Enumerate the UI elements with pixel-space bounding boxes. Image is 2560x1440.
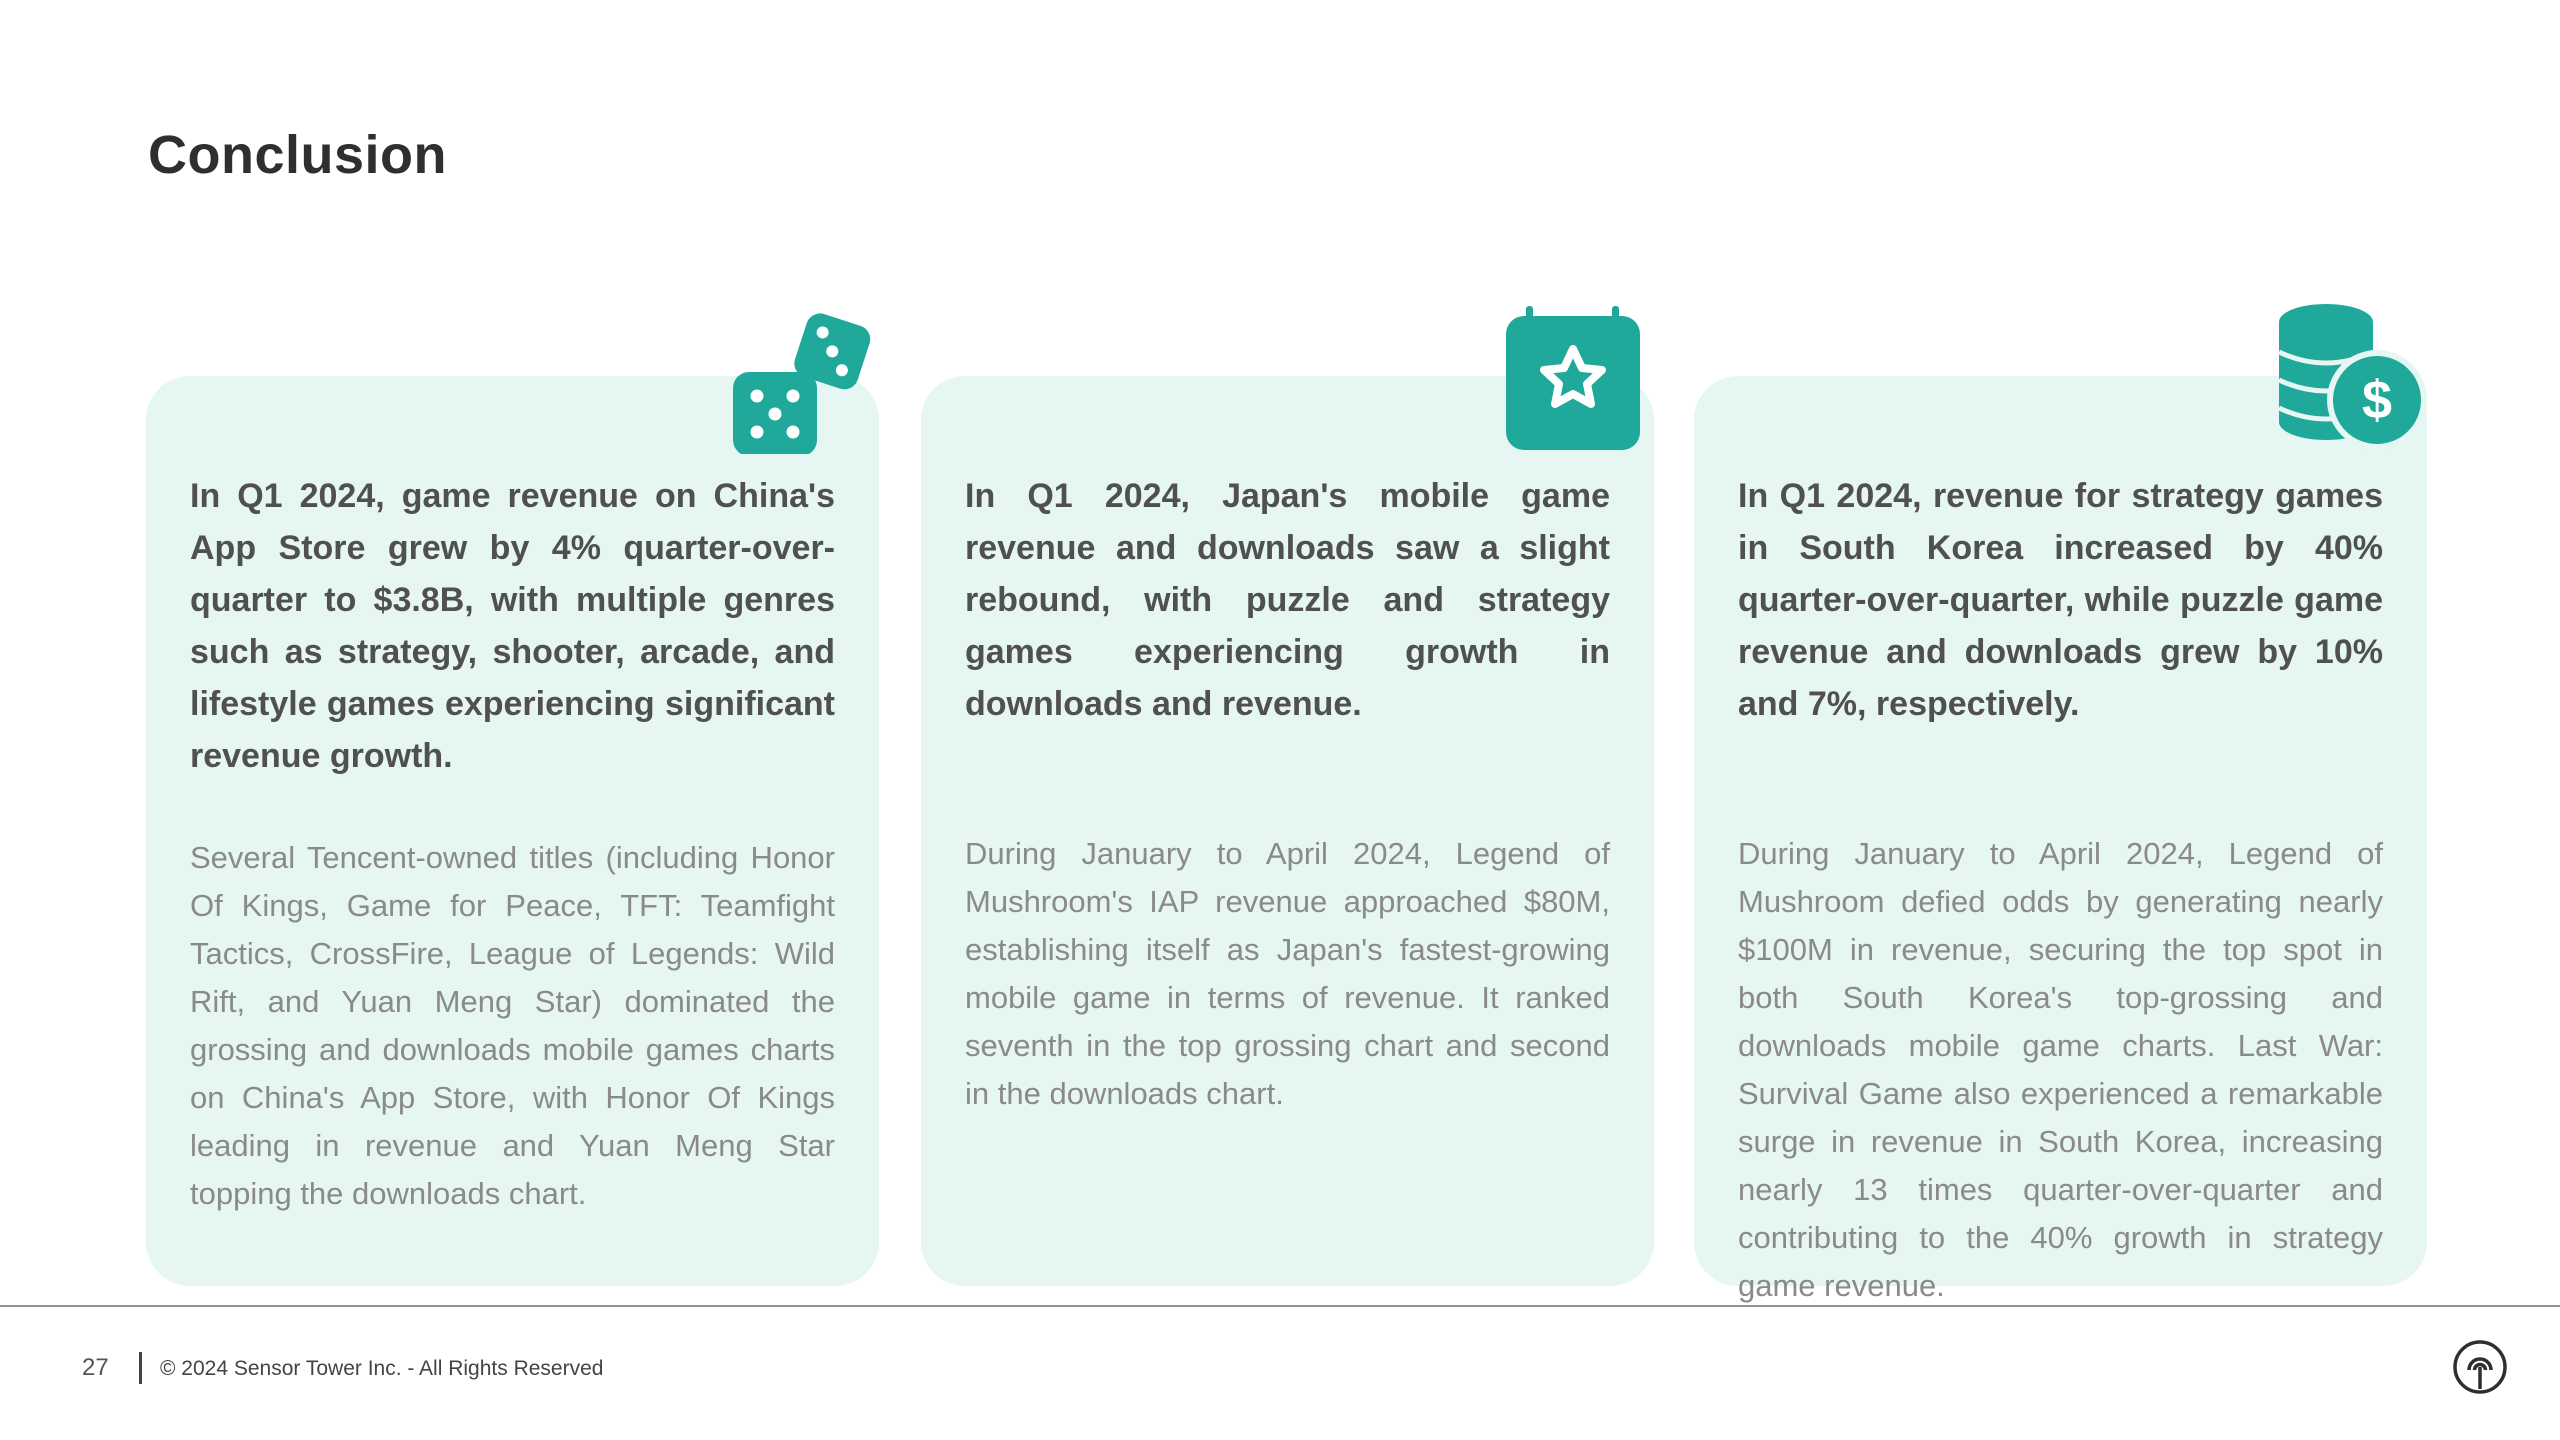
card-headline: In Q1 2024, Japan's mobile game revenue and downloads saw a slight rebound, with puzzle and strategy games experiencing growth in downloads and revenue. bbox=[965, 477, 1610, 723]
card-headline: In Q1 2024, revenue for strategy games in South Korea increased by 40% quarter-over-quarter, while puzzle game revenue and downloads grew by 10% and 7%, respectively. bbox=[1738, 477, 2383, 723]
conclusion-card-south-korea bbox=[1694, 370, 2427, 1303]
page-number: 27 bbox=[82, 1354, 109, 1381]
dice-icon bbox=[729, 304, 879, 454]
sensor-tower-logo-icon bbox=[2452, 1339, 2508, 1395]
card-body: During January to April 2024, Legend of Mushroom's IAP revenue approached $80M, establishing itself as Japan's fastest-growing mobile game in terms of revenue. It ranked seventh in the top grossing chart and second in the downloads chart. bbox=[965, 836, 1610, 1111]
conclusion-card-china bbox=[146, 376, 879, 1286]
conclusion-card-japan bbox=[921, 376, 1654, 1286]
copyright-text: © 2024 Sensor Tower Inc. - All Rights Reserved bbox=[160, 1357, 604, 1380]
page-title: Conclusion bbox=[148, 125, 447, 185]
card-body: During January to April 2024, Legend of Mushroom defied odds by generating nearly $100M in revenue, securing the top spot in both South Korea's top-grossing and downloads mobile game charts. Last War: Survival Game also experienced a remarkable surge in revenue in South Korea, increasing nearly 13 times quarter-over-quarter and contributing to the 40% growth in strategy game revenue. bbox=[1738, 836, 2383, 1303]
svg-text:$: $ bbox=[2361, 370, 2393, 430]
footer-divider bbox=[0, 1305, 2560, 1307]
footer-separator bbox=[139, 1352, 142, 1384]
calendar-star-icon bbox=[1504, 304, 1654, 454]
coins-dollar-icon bbox=[2277, 304, 2427, 454]
card-body: Several Tencent-owned titles (including Honor Of Kings, Game for Peace, TFT: Teamfight Tactics, CrossFire, League of Legends: Wild Rift, and Yuan Meng Star) dominated the grossing and downloads mobile games charts on China's App Store, with Honor Of Kings leading in revenue and Yuan Meng Star topping the downloads chart. bbox=[190, 840, 835, 1211]
card-headline: In Q1 2024, game revenue on China's App Store grew by 4% quarter-over-quarter to $3.8B, with multiple genres such as strategy, shooter, arcade, and lifestyle games experiencing significant revenue growth. bbox=[190, 477, 835, 775]
